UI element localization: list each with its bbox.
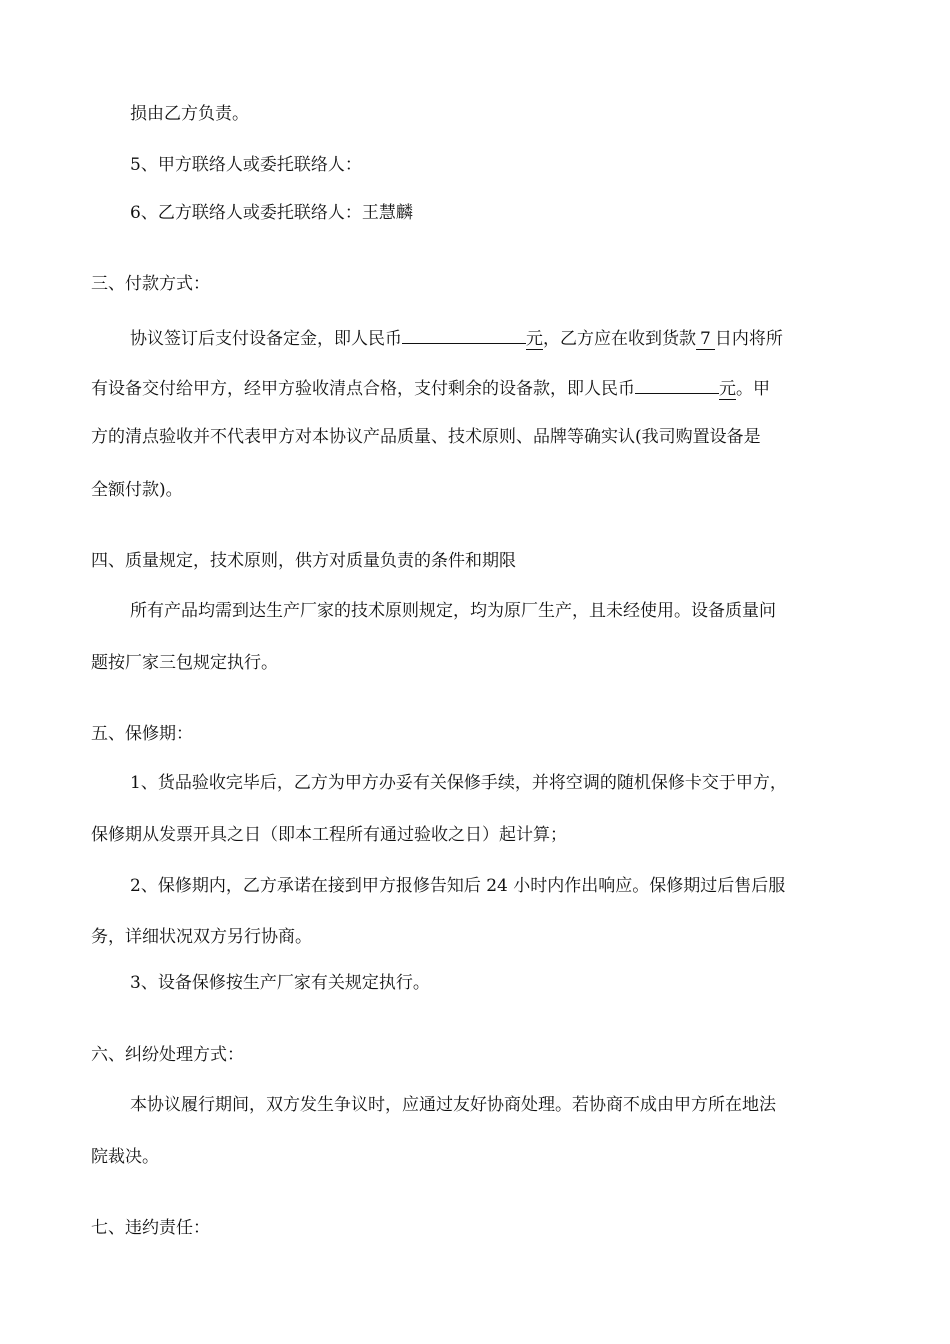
section-heading-dispute: 六、纠纷处理方式：: [91, 1045, 244, 1065]
payment-line-3: 方的清点验收并不代表甲方对本协议产品质量、技术原则、品牌等确实认(我司购置设备是: [91, 427, 761, 447]
clause-6-contact: 6、乙方联络人或委托联络人：王慧麟: [130, 203, 413, 223]
blank-amount-deposit: [402, 321, 526, 344]
text-run: 日内将所: [714, 329, 783, 349]
payment-line-2: [91, 371, 770, 399]
dispute-line-2: 院裁决。: [91, 1147, 159, 1167]
quality-line-2: 题按厂家三包规定执行。: [91, 653, 278, 673]
payment-line-4: 全额付款)。: [91, 480, 183, 500]
payment-line-1: [130, 321, 783, 349]
section-heading-payment: 三、付款方式：: [91, 274, 210, 294]
section-heading-quality: 四、质量规定，技术原则，供方对质量负责的条件和期限: [91, 551, 516, 571]
warranty-item-2-cont: 务，详细状况双方另行协商。: [91, 927, 312, 947]
warranty-item-1: 1、货品验收完毕后，乙方为甲方办妥有关保修手续，并将空调的随机保修卡交于甲方，: [130, 773, 787, 793]
text-run: 协议签订后支付设备定金，即人民币: [130, 329, 402, 349]
underlined-unit: 元: [526, 329, 543, 349]
text-run: 有设备交付给甲方，经甲方验收清点合格，支付剩余的设备款，即人民币: [91, 379, 635, 399]
quality-line-1: 所有产品均需到达生产厂家的技术原则规定，均为原厂生产，且未经使用。设备质量问: [130, 601, 776, 621]
clause-5-contact: 5、甲方联络人或委托联络人：: [130, 155, 362, 175]
blank-amount-balance: [635, 371, 719, 394]
warranty-item-3: 3、设备保修按生产厂家有关规定执行。: [130, 973, 430, 993]
paragraph-line: 损由乙方负责。: [130, 104, 249, 124]
text-run: ，乙方应在收到货款: [543, 329, 696, 349]
underlined-unit: 元: [719, 379, 736, 399]
warranty-item-1-cont: 保修期从发票开具之日（即本工程所有通过验收之日）起计算；: [91, 825, 567, 845]
underlined-days: 7: [696, 329, 715, 350]
section-heading-breach: 七、违约责任：: [91, 1218, 210, 1238]
text-run: 。甲: [736, 379, 770, 399]
warranty-item-2: 2、保修期内，乙方承诺在接到甲方报修告知后 24 小时内作出响应。保修期过后售后服: [130, 876, 786, 896]
dispute-line-1: 本协议履行期间，双方发生争议时，应通过友好协商处理。若协商不成由甲方所在地法: [130, 1095, 776, 1115]
section-heading-warranty: 五、保修期：: [91, 724, 193, 744]
